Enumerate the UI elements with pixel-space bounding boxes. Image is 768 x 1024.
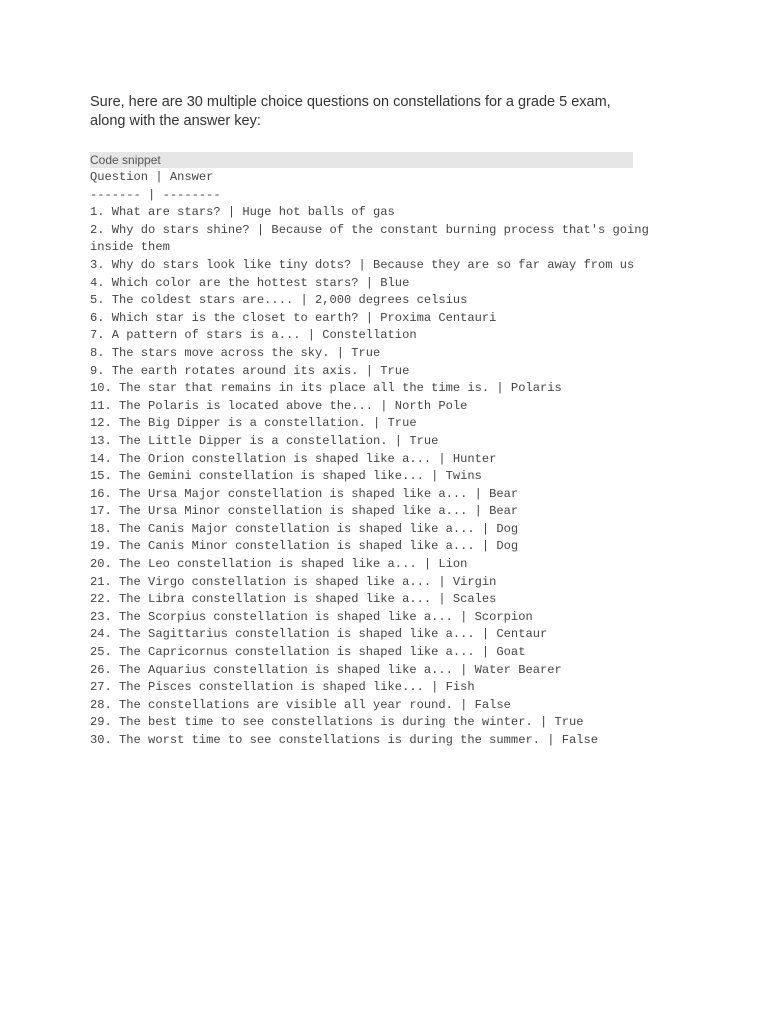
question-line: 28. The constellations are visible all year round. | False [90, 697, 511, 712]
question-line: 19. The Canis Minor constellation is shaped like a... | Dog [90, 539, 519, 554]
question-line: 27. The Pisces constellation is shaped like... | Fish [90, 680, 475, 695]
question-line: 30. The worst time to see constellations is during the summer. | False [90, 733, 599, 747]
question-line: 22. The Libra constellation is shaped like a... | Scales [90, 592, 497, 607]
question-line: 17. The Ursa Minor constellation is shaped like a... | Bear [90, 504, 519, 519]
question-line: 2. Why do stars shine? | Because of the constant burning process that's going inside them [90, 222, 657, 255]
question-line: 5. The coldest stars are.... | 2,000 degrees celsius [90, 293, 468, 308]
question-line: 16. The Ursa Major constellation is shaped like a... | Bear [90, 486, 519, 501]
table-separator-line: ------- | -------- [90, 187, 221, 202]
table-header-line: Question | Answer [90, 170, 214, 184]
question-line: 20. The Leo constellation is shaped like a... | Lion [90, 557, 468, 572]
question-line: 26. The Aquarius constellation is shaped like a... | Water Bearer [90, 662, 562, 677]
question-line: 18. The Canis Major constellation is shaped like a... | Dog [90, 521, 519, 536]
code-snippet-body [90, 169, 670, 750]
question-line: 1. What are stars? | Huge hot balls of gas [90, 205, 395, 220]
question-line: 8. The stars move across the sky. | True [90, 345, 381, 360]
question-line: 6. Which star is the closet to earth? | Proxima Centauri [90, 310, 497, 325]
question-line: 23. The Scorpius constellation is shaped like a... | Scorpion [90, 609, 533, 624]
question-line: 4. Which color are the hottest stars? | Blue [90, 275, 410, 290]
question-line: 15. The Gemini constellation is shaped like... | Twins [90, 469, 482, 484]
question-line: 13. The Little Dipper is a constellation. | True [90, 433, 439, 448]
question-line: 24. The Sagittarius constellation is shaped like a... | Centaur [90, 627, 548, 642]
question-line: 3. Why do stars look like tiny dots? | Because they are so far away from us [90, 257, 635, 272]
question-line: 29. The best time to see constellations is during the winter. | True [90, 715, 584, 730]
code-snippet-header: Code snippet [90, 152, 633, 168]
question-line: 14. The Orion constellation is shaped like a... | Hunter [90, 451, 497, 466]
question-line: 10. The star that remains in its place all the time is. | Polaris [90, 381, 562, 396]
intro-paragraph: Sure, here are 30 multiple choice questions on constellations for a grade 5 exam, along with the answer key: [90, 94, 611, 129]
question-line: 9. The earth rotates around its axis. | True [90, 363, 410, 378]
question-line: 12. The Big Dipper is a constellation. | True [90, 416, 417, 431]
question-line: 7. A pattern of stars is a... | Constellation [90, 328, 417, 343]
question-line: 25. The Capricornus constellation is shaped like a... | Goat [90, 645, 526, 660]
question-line: 11. The Polaris is located above the... | North Pole [90, 398, 468, 413]
question-line: 21. The Virgo constellation is shaped like a... | Virgin [90, 574, 497, 589]
